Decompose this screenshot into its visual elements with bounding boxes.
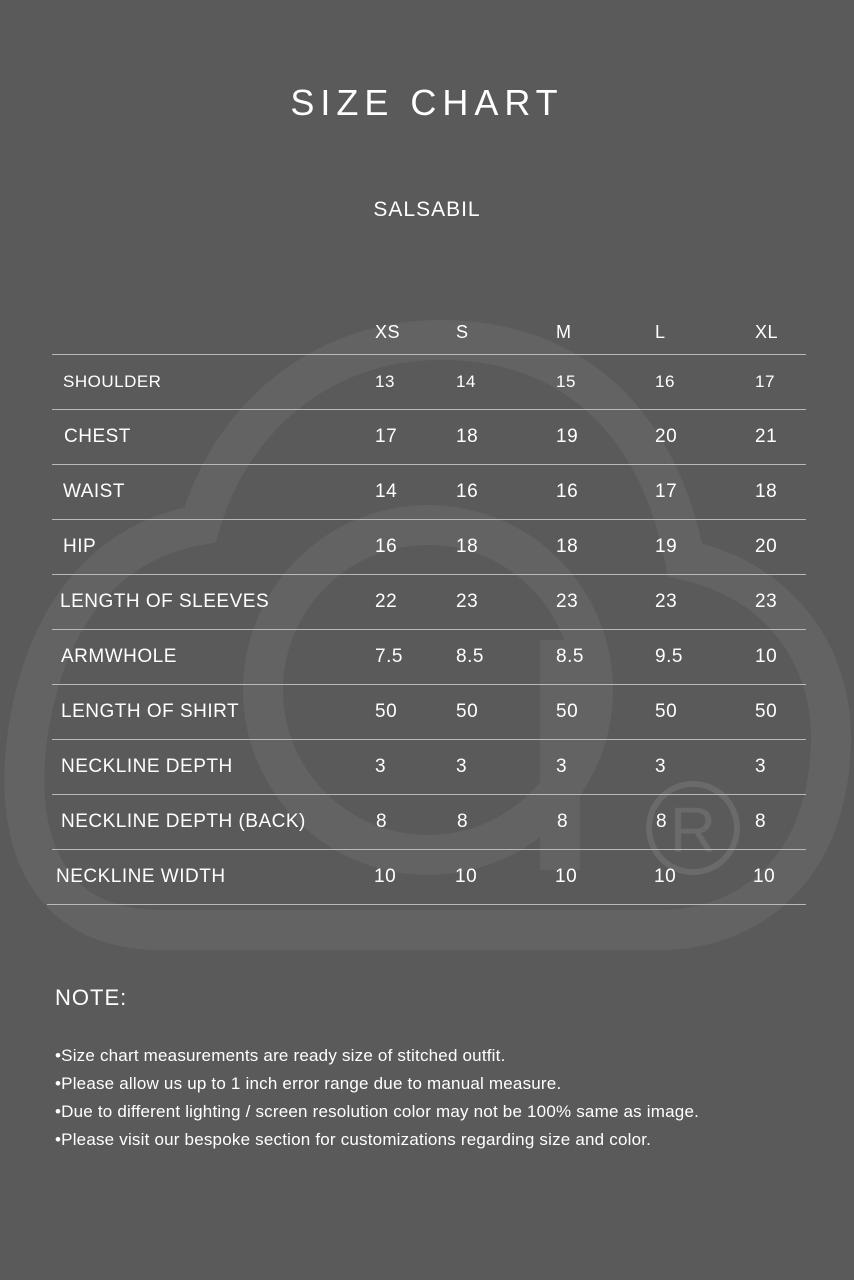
size-header-l: L — [655, 321, 666, 342]
row-label: WAIST — [63, 481, 125, 502]
table-cell: 16 — [375, 536, 398, 557]
table-cell: 21 — [755, 426, 778, 447]
note-list — [55, 1042, 699, 1154]
table-cell: 23 — [755, 591, 778, 612]
note-item: •Please allow us up to 1 inch error range due to manual measure. — [55, 1074, 562, 1093]
table-cell: 15 — [556, 372, 576, 391]
table-cell: 50 — [556, 701, 579, 722]
table-cell: 3 — [655, 756, 667, 777]
size-header-xs: XS — [375, 321, 401, 342]
product-name: SALSABIL — [373, 198, 481, 221]
table-cell: 22 — [375, 591, 398, 612]
row-label: LENGTH OF SLEEVES — [60, 591, 270, 612]
table-row — [52, 520, 806, 575]
table-cell: 10 — [455, 866, 478, 887]
table-cell: 50 — [456, 701, 479, 722]
table-row — [52, 355, 806, 410]
table-cell: 23 — [655, 591, 678, 612]
table-cell: 18 — [456, 426, 479, 447]
table-cell: 10 — [555, 866, 578, 887]
table-cell: 23 — [456, 591, 479, 612]
note-item: •Please visit our bespoke section for customizations regarding size and color. — [55, 1130, 652, 1149]
note-item: •Size chart measurements are ready size of stitched outfit. — [55, 1046, 506, 1065]
table-cell: 10 — [753, 866, 776, 887]
size-table — [52, 310, 806, 905]
size-header-m: M — [556, 321, 572, 342]
table-cell: 18 — [755, 481, 778, 502]
table-cell: 3 — [556, 756, 568, 777]
row-label: HIP — [63, 536, 97, 557]
table-cell: 8.5 — [456, 646, 484, 667]
page-title: SIZE CHART — [290, 82, 564, 123]
table-cell: 50 — [755, 701, 778, 722]
table-row — [52, 465, 806, 520]
table-cell: 50 — [375, 701, 398, 722]
table-cell: 17 — [655, 481, 678, 502]
table-cell: 13 — [375, 372, 395, 391]
table-cell: 14 — [375, 481, 398, 502]
table-cell: 7.5 — [375, 646, 403, 667]
table-row — [52, 575, 806, 630]
table-cell: 18 — [456, 536, 479, 557]
table-cell: 16 — [655, 372, 675, 391]
row-label: NECKLINE DEPTH — [61, 756, 233, 777]
table-cell: 10 — [654, 866, 677, 887]
table-cell: 50 — [655, 701, 678, 722]
table-cell: 3 — [456, 756, 468, 777]
table-row — [52, 685, 806, 740]
table-row — [52, 740, 806, 795]
table-row — [52, 410, 806, 465]
table-cell: 14 — [456, 372, 476, 391]
table-row — [52, 795, 806, 850]
size-header-s: S — [456, 321, 469, 342]
table-cell: 19 — [556, 426, 579, 447]
table-cell: 10 — [755, 646, 778, 667]
row-label: LENGTH OF SHIRT — [61, 701, 240, 722]
table-cell: 8 — [376, 811, 388, 832]
table-cell: 8 — [457, 811, 469, 832]
table-cell: 23 — [556, 591, 579, 612]
table-row — [47, 850, 806, 905]
table-cell: 17 — [755, 372, 775, 391]
table-cell: 3 — [755, 756, 767, 777]
row-label: NECKLINE DEPTH (BACK) — [61, 811, 306, 832]
table-cell: 20 — [755, 536, 778, 557]
table-cell: 17 — [375, 426, 398, 447]
row-label: SHOULDER — [63, 372, 162, 391]
table-cell: 8.5 — [556, 646, 584, 667]
table-cell: 16 — [556, 481, 579, 502]
row-label: NECKLINE WIDTH — [56, 866, 226, 887]
table-row — [52, 630, 806, 685]
note-item: •Due to different lighting / screen resolution color may not be 100% same as image. — [55, 1102, 700, 1121]
table-cell: 20 — [655, 426, 678, 447]
table-cell: 3 — [375, 756, 387, 777]
table-cell: 9.5 — [655, 646, 683, 667]
table-cell: 8 — [656, 811, 668, 832]
table-cell: 10 — [374, 866, 397, 887]
row-label: ARMWHOLE — [61, 646, 177, 667]
table-cell: 8 — [755, 811, 767, 832]
table-cell: 19 — [655, 536, 678, 557]
svg-text:R: R — [669, 794, 717, 866]
table-cell: 16 — [456, 481, 479, 502]
size-header-xl: XL — [755, 321, 779, 342]
table-cell: 8 — [557, 811, 569, 832]
table-header-row — [52, 310, 806, 355]
note-heading: NOTE: — [55, 985, 128, 1010]
table-cell: 18 — [556, 536, 579, 557]
row-label: CHEST — [64, 426, 131, 447]
